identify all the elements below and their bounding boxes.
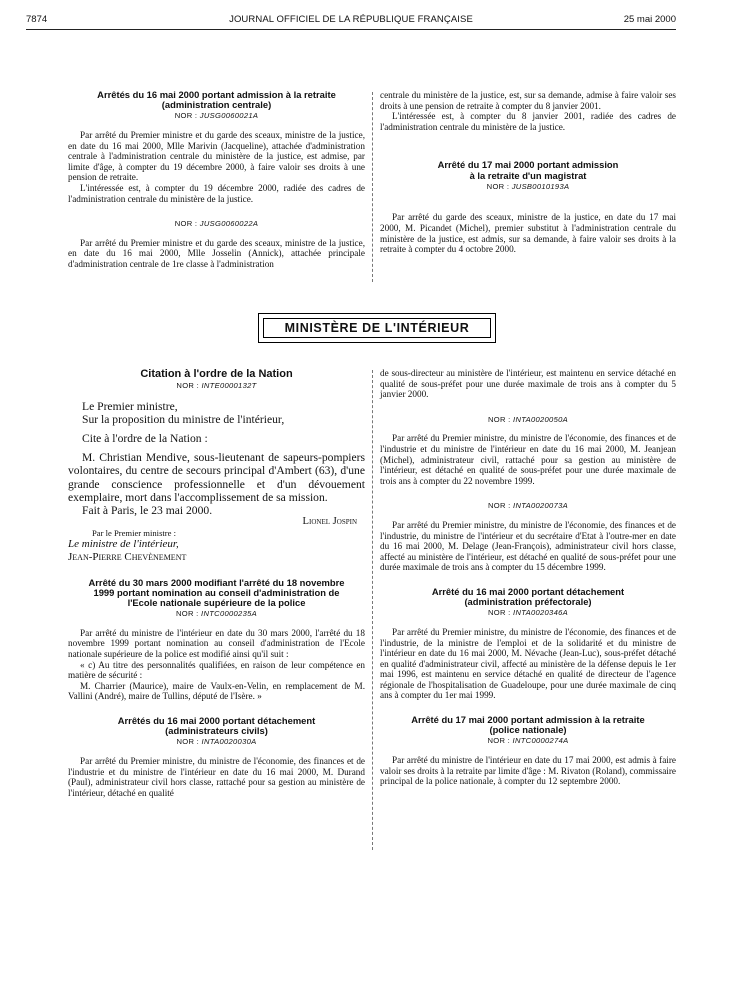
nor-reference: NOR : INTC0000235A: [176, 609, 257, 619]
column-separator: [372, 92, 373, 282]
paragraph: Par arrêté du Premier ministre, du ministre de l'économie, des finances et de l'industrie et du ministre de l'intérieur en date du 16 mai 2000, M. Jeanjean (Michel), administrateur civil, rattaché pour sa gestion au ministère de l'intérieur, est détaché en qualité de sous-préfet pour une durée maximale de trois ans à compter du 22 novembre 1999.: [380, 433, 676, 486]
page-header: [26, 14, 676, 30]
signatory: Lionel Jospin: [302, 516, 357, 528]
article-title: Arrêté du 30 mars 2000 modifiant l'arrêté du 18 novembre 1999 portant nomination au conseil d'administration de l'Ecole nationale supérieure de la police: [88, 576, 345, 608]
paragraph: Par arrêté du ministre de l'intérieur en date du 30 mars 2000, l'arrêté du 18 novembre 1999 portant nomination au conseil d'administration de l'Ecole nationale supérieure de la police est modifié ainsi qu'il suit :: [68, 627, 365, 659]
paragraph: centrale du ministère de la justice, est, sur sa demande, admise à faire valoir ses droits à une pension de retraite à compter du 8 janvier 2001.: [380, 90, 676, 111]
paragraph: M. Charrier (Maurice), maire de Vaulx-en-Velin, en remplacement de M. Vallini (André), maire de Tullins, député de l'Isère. »: [68, 680, 365, 702]
paragraph: Par arrêté du Premier ministre, du ministre de l'économie, des finances et de l'industrie et du ministre de l'intérieur en date du 16 mai 2000, M. Durand (Paul), administrateur civil hors classe, rattaché pour sa gestion au ministère de l'intérieur, détaché en qualité: [68, 755, 365, 798]
interior-left-column: [68, 368, 365, 798]
ministry-heading-box: [258, 313, 496, 343]
nor-reference: NOR : INTA0020346A: [488, 608, 568, 618]
paragraph: Par arrêté du garde des sceaux, ministre de la justice, en date du 17 mai 2000, M. Picandet (Michel), premier substitut à l'administration centrale du ministère de la justice, est admis, sur sa demande, à faire valoir ses droits à la retraite à compter du 4 octobre 2000.: [380, 212, 676, 255]
nor-reference: NOR : JUSG0060021A: [174, 111, 259, 121]
journal-title: JOURNAL OFFICIEL DE LA RÉPUBLIQUE FRANÇAISE: [229, 14, 473, 25]
paragraph: Par arrêté du Premier ministre et du garde des sceaux, ministre de la justice, en date du 16 mai 2000, Mlle Marivin (Jacqueline), attachée d'administration centrale à l'administration centrale du ministère de la justice, est admise, par limite d'âge, à compter du 19 décembre 2000, à faire valoir ses droits à une pension de retraite.: [68, 130, 365, 183]
fait-a-paris: Fait à Paris, le 23 mai 2000.: [82, 504, 213, 518]
minister-name: Jean-Pierre Chevènement: [68, 551, 187, 563]
column-separator: [372, 370, 373, 850]
issue-date: 25 mai 2000: [623, 14, 676, 25]
interior-right-column: [380, 368, 676, 787]
ministry-heading: MINISTÈRE DE L'INTÉRIEUR: [263, 318, 491, 338]
article-title: Arrêté du 17 mai 2000 portant admission à la retraite (police nationale): [411, 714, 645, 736]
article-title: Arrêté du 16 mai 2000 portant détachement (administration préfectorale): [431, 585, 625, 608]
paragraph: Par arrêté du Premier ministre, du ministre de l'économie, des finances et de l'industrie, de la ministre de l'emploi et de la solidarité et du ministre de l'intérieur en date du 16 mai 2000, M. Névache (Jean-Luc), sous-préfet détaché en qualité d'administrateur civil, affecté au ministère de la défense depuis le 1er mai 1996, est maintenu en service détaché en qualité de directeur de l'agence régionale de l'hospitalisation de Guadeloupe, pour une durée maximale de cinq ans à compter du 1er mai 1999.: [380, 626, 676, 701]
page-number: 7874: [26, 14, 48, 25]
nor-reference: NOR : INTC0000274A: [487, 736, 569, 746]
paragraph: L'intéressée est, à compter du 8 janvier 2001, radiée des cadres de l'administration centrale du ministère de la justice.: [380, 111, 676, 132]
paragraph: Par arrêté du ministre de l'intérieur en date du 17 mai 2000, est admis à faire valoir ses droits à la retraite par limite d'âge : M. Rivaton (Roland), commissaire principal de la police nationale, à compter du 12 septembre 2000.: [380, 755, 676, 787]
minister-role: Le ministre de l'intérieur,: [68, 538, 179, 551]
article-title: Arrêtés du 16 mai 2000 portant détachement (administrateurs civils): [117, 714, 316, 737]
paragraph: Par arrêté du Premier ministre, du ministre de l'économie, des finances et de l'industrie, du ministre de l'intérieur et du secrétaire d'Etat à l'outre-mer en date du 16 mai 2000, M. Delage (Jean-François), administrateur civil hors classe, affecté au ministère de l'intérieur, est détaché en qualité de sous-préfet pour une durée maximale de trois ans à compter du 15 décembre 1999.: [380, 519, 676, 573]
nor-reference: NOR : INTE0000132T: [176, 381, 257, 390]
nor-reference: NOR : INTA0020050A: [488, 414, 568, 424]
header-rule: [26, 29, 676, 30]
article-title: Arrêtés du 16 mai 2000 portant admission à la retraite (administration centrale): [97, 89, 336, 111]
paragraph: de sous-directeur au ministère de l'intérieur, est maintenu en service détaché en qualité de sous-préfet pour une durée maximale de trois ans à compter du 5 janvier 2000.: [380, 368, 676, 400]
nor-reference: NOR : INTA0020030A: [176, 737, 257, 747]
paragraph: Par arrêté du Premier ministre et du garde des sceaux, ministre de la justice, en date du 16 mai 2000, Mlle Josselin (Annick), attachée principale d'administration centrale de 1re classe à l'administration: [68, 237, 365, 269]
citation-title: Citation à l'ordre de la Nation: [140, 368, 293, 380]
justice-right-column: [380, 90, 676, 255]
par-premier-ministre: Par le Premier ministre :: [92, 527, 177, 538]
nor-reference: NOR : JUSG0060022A: [174, 219, 259, 229]
nor-reference: NOR : JUSB0010193A: [486, 181, 570, 191]
paragraph: « c) Au titre des personnalités qualifiées, en raison de leur compétence en matière de sécurité :: [68, 659, 365, 681]
citation-body: Le Premier ministre, Sur la proposition du ministre de l'intérieur, Cite à l'ordre de la Nation : M. Christian Mendive, sous-lieutenant de sapeurs-pompiers volontaires, du centre de secours principal d'Ambert (63), d'une grande conscience professionnelle et d'un dévouement exemplaire, mort dans l'accomplissement de sa mission. Fait à Paris, le 23 mai 2000.: [68, 399, 365, 518]
paragraph: L'intéressée est, à compter du 19 décembre 2000, radiée des cadres de l'administration centrale du ministère de la justice.: [68, 182, 365, 204]
nor-reference: NOR : INTA0020073A: [488, 501, 568, 511]
justice-left-column: [68, 90, 365, 270]
article-title: Arrêté du 17 mai 2000 portant admission à la retraite d'un magistrat: [437, 159, 619, 181]
